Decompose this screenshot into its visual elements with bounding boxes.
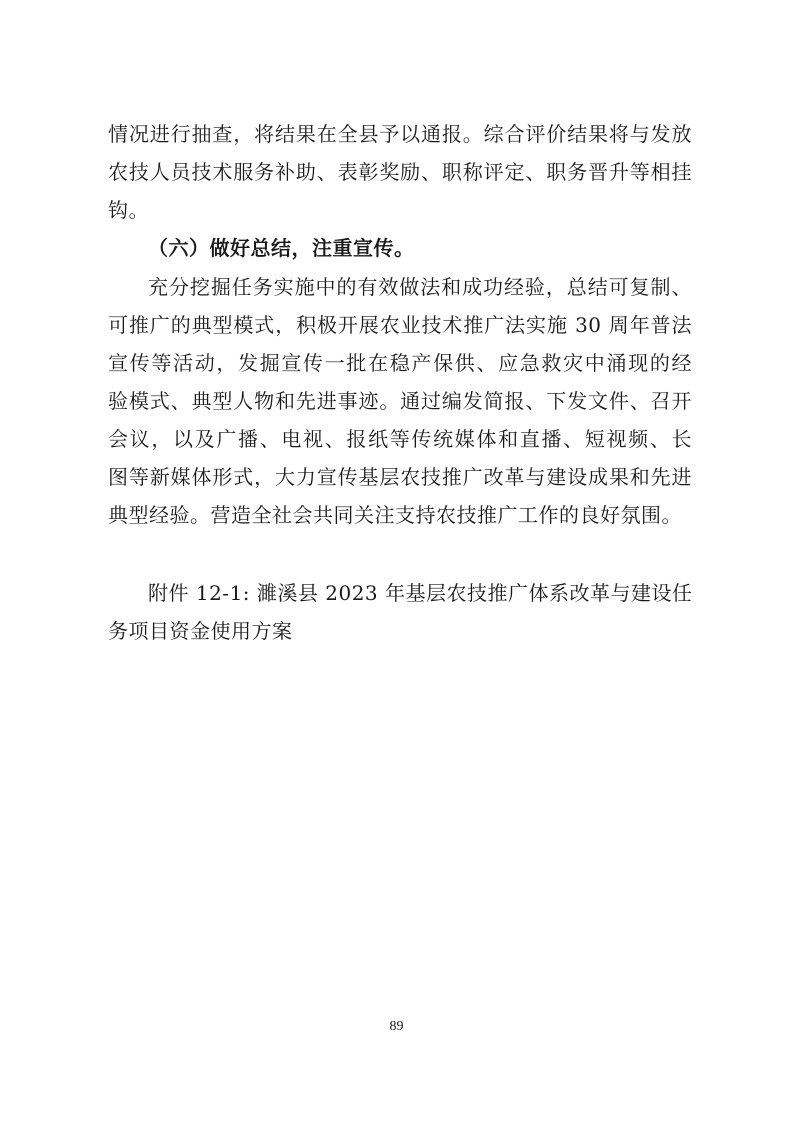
section-heading: （六）做好总结，注重宣传。 [148,236,415,260]
paragraph-line: 农技人员技术服务补助、表彰奖励、职称评定、职务晋升等相挂 [108,160,692,184]
paragraph-line: 钩。 [108,198,149,222]
paragraph-line: 可推广的典型模式，积极开展农业技术推广法实施 30 周年普法 [108,313,692,337]
paragraph-line: 会议，以及广播、电视、报纸等传统媒体和直播、短视频、长 [108,427,692,451]
paragraph-line: 典型经验。营造全社会共同关注支持农技推广工作的良好氛围。 [108,503,682,527]
paragraph-publicity [108,268,692,534]
paragraph-line: 验模式、典型人物和先进事迹。通过编发简报、下发文件、召开 [108,389,692,413]
attachment-note [108,574,692,650]
paragraph-line: 宣传等活动，发掘宣传一批在稳产保供、应急救灾中涌现的经 [108,351,692,375]
paragraph-evaluation [108,115,692,229]
attachment-line: 附件 12-1: 濉溪县 2023 年基层农技推广体系改革与建设任 [148,581,693,605]
paragraph-line: 情况进行抽查，将结果在全县予以通报。综合评价结果将与发放 [108,122,692,146]
paragraph-line: 图等新媒体形式，大力宣传基层农技推广改革与建设成果和先进 [108,465,692,489]
attachment-line: 务项目资金使用方案 [108,619,293,643]
page-number: 89 [389,1019,404,1034]
paragraph-line: 充分挖掘任务实施中的有效做法和成功经验，总结可复制、 [148,275,692,299]
